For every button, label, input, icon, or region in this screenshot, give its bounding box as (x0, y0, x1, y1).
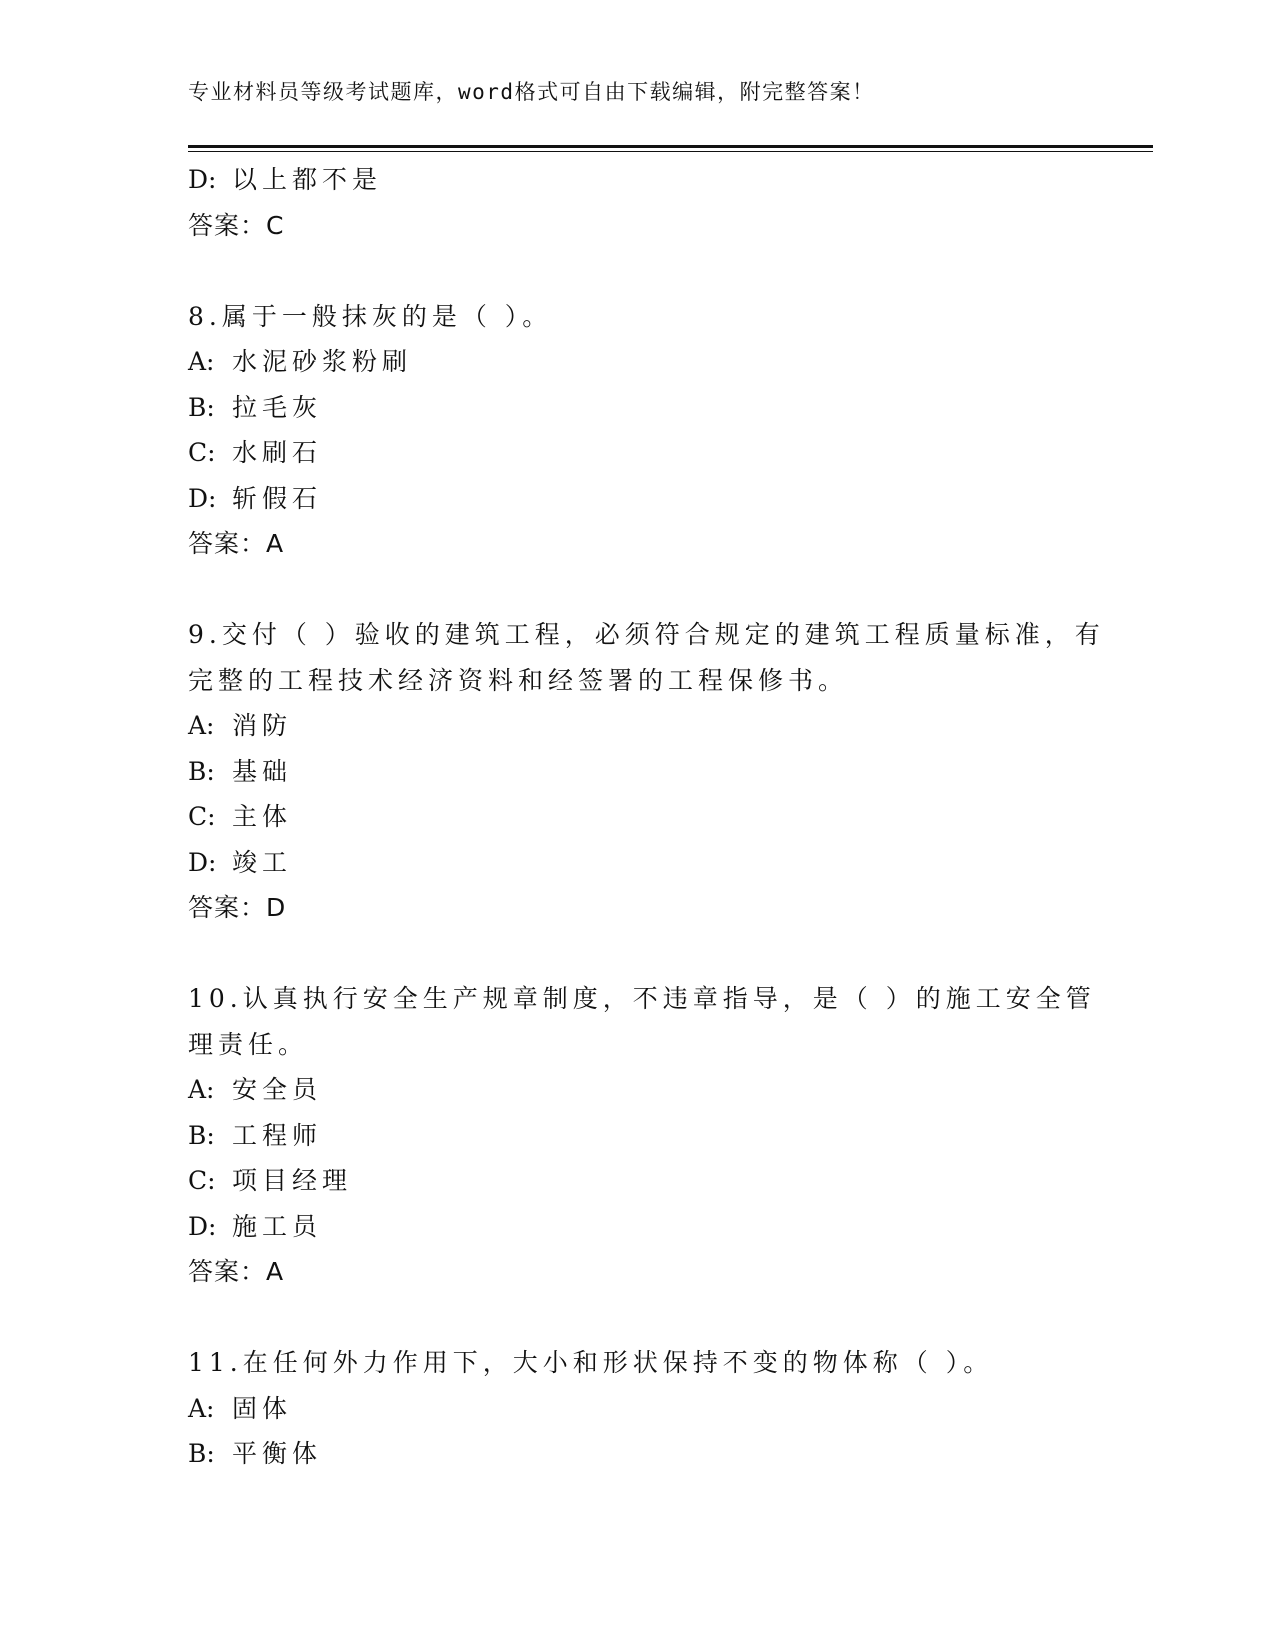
option-label: B: (188, 756, 215, 786)
option-c (188, 1158, 1088, 1204)
option-c (188, 794, 1088, 840)
spacer (188, 1295, 1088, 1341)
option-text: 安全员 (232, 1075, 323, 1104)
option-label: D: (188, 847, 217, 877)
option-text: 固体 (232, 1393, 293, 1423)
option-b (188, 749, 1088, 795)
option-label: D: (188, 483, 217, 513)
question-list (188, 157, 1105, 1477)
option-label: A: (188, 347, 215, 376)
answer-line: 答案：A (188, 529, 285, 558)
option-label: C: (188, 1166, 216, 1195)
option-label: C: (188, 438, 216, 467)
option-b (188, 1113, 1088, 1159)
option-b (188, 1431, 1088, 1477)
header-divider-thick (188, 145, 1153, 148)
option-a (188, 1067, 1088, 1113)
option-text: 拉毛灰 (232, 392, 323, 422)
option-label: B: (188, 392, 215, 422)
option-c (188, 430, 1088, 476)
option-label: A: (188, 711, 215, 740)
option-d (188, 840, 1088, 886)
option-label: B: (188, 1439, 215, 1468)
option-label: A: (188, 1075, 215, 1104)
option-text: 主体 (232, 802, 293, 831)
option-d (188, 1204, 1088, 1250)
option-label: D: (188, 1211, 217, 1241)
option-text: 水泥砂浆粉刷 (232, 347, 413, 376)
question-text: 8.属于一般抹灰的是（ ）。 (188, 301, 553, 331)
option-text: 水刷石 (232, 438, 323, 467)
question-text-continued: 完整的工程技术经济资料和经签署的工程保修书。 (188, 665, 849, 695)
question-text: 11.在任何外力作用下，大小和形状保持不变的物体称（ ）。 (188, 1348, 994, 1377)
option-text: 消防 (232, 711, 293, 740)
option-text: 施工员 (232, 1211, 323, 1241)
option-a (188, 703, 1088, 749)
option-text: 以上都不是 (232, 165, 383, 194)
option-a (188, 1386, 1088, 1432)
option-d (188, 476, 1088, 522)
option-text: 项目经理 (232, 1166, 353, 1195)
option-text: 竣工 (232, 847, 293, 877)
option-text: 工程师 (232, 1120, 323, 1150)
question-text: 10.认真执行安全生产规章制度，不违章指导，是（ ）的施工安全管 (188, 984, 1096, 1013)
option-text: 斩假石 (232, 483, 323, 513)
spacer (188, 567, 1088, 613)
spacer (188, 248, 1088, 294)
option-b (188, 385, 1088, 431)
option-text: 基础 (232, 756, 293, 786)
option-label: D: (188, 165, 217, 194)
header-divider-thin (188, 151, 1153, 152)
answer-line: 答案：D (188, 893, 287, 922)
option-d (188, 157, 1088, 203)
question-text-continued: 理责任。 (188, 1029, 309, 1059)
spacer (188, 931, 1088, 977)
answer-line: 答案：C (188, 210, 285, 240)
question-text: 9.交付（ ）验收的建筑工程，必须符合规定的建筑工程质量标准，有 (188, 620, 1105, 649)
option-text: 平衡体 (232, 1439, 323, 1468)
option-label: C: (188, 802, 216, 831)
option-label: A: (188, 1393, 215, 1423)
option-label: B: (188, 1120, 215, 1150)
answer-line: 答案：A (188, 1257, 285, 1286)
option-a (188, 339, 1088, 385)
page-header: 专业材料员等级考试题库，word格式可自由下载编辑，附完整答案！ (188, 80, 875, 104)
